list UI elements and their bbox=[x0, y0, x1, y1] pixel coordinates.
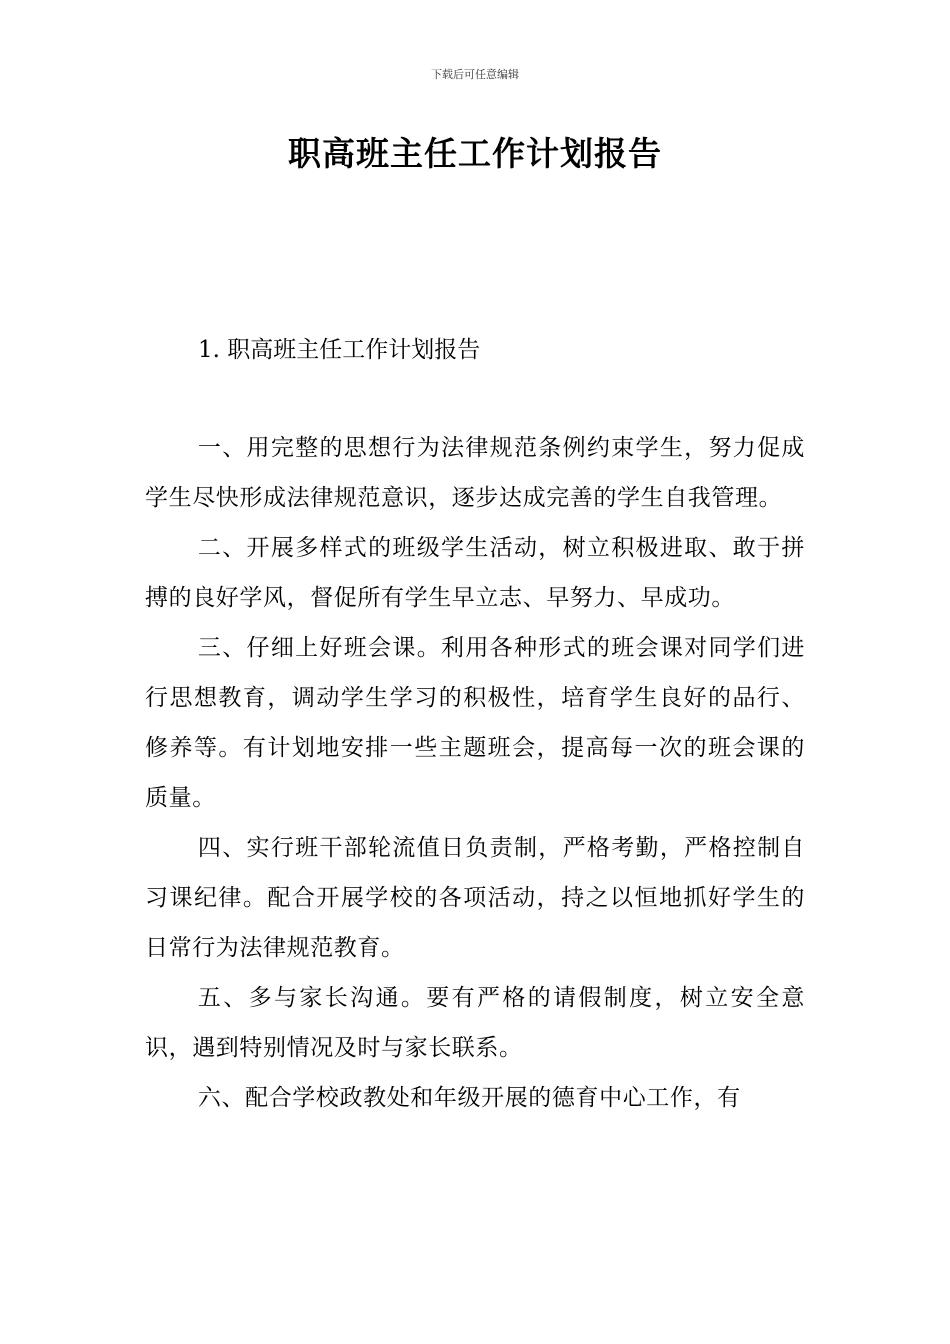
section-heading: 1. 职高班主任工作计划报告 bbox=[198, 337, 481, 363]
paragraph-4: 四、实行班干部轮流值日负责制，严格考勤，严格控制自习课纪律。配合开展学校的各项活动，持之以恒地抓好学生的日常行为法律规范教育。 bbox=[145, 835, 805, 961]
paragraph-1: 一、用完整的思想行为法律规范条例约束学生，努力促成学生尽快形成法律规范意识，逐步达成完善的学生自我管理。 bbox=[145, 435, 805, 511]
paragraph-6: 六、配合学校政教处和年级开展的德育中心工作，有 bbox=[197, 1085, 741, 1111]
paragraph-5: 五、多与家长沟通。要有严格的请假制度，树立安全意识，遇到特别情况及时与家长联系。 bbox=[145, 985, 805, 1061]
document-body bbox=[145, 423, 805, 1123]
paragraph-2: 二、开展多样式的班级学生活动，树立积极进取、敢于拼搏的良好学风，督促所有学生早立志、早努力、早成功。 bbox=[145, 535, 805, 611]
document-title: 职高班主任工作计划报告 bbox=[288, 134, 662, 173]
paragraph-3: 三、仔细上好班会课。利用各种形式的班会课对同学们进行思想教育，调动学生学习的积极性，培育学生良好的品行、修养等。有计划地安排一些主题班会，提高每一次的班会课的质量。 bbox=[145, 635, 805, 811]
header-note: 下载后可任意编辑 bbox=[431, 68, 519, 81]
